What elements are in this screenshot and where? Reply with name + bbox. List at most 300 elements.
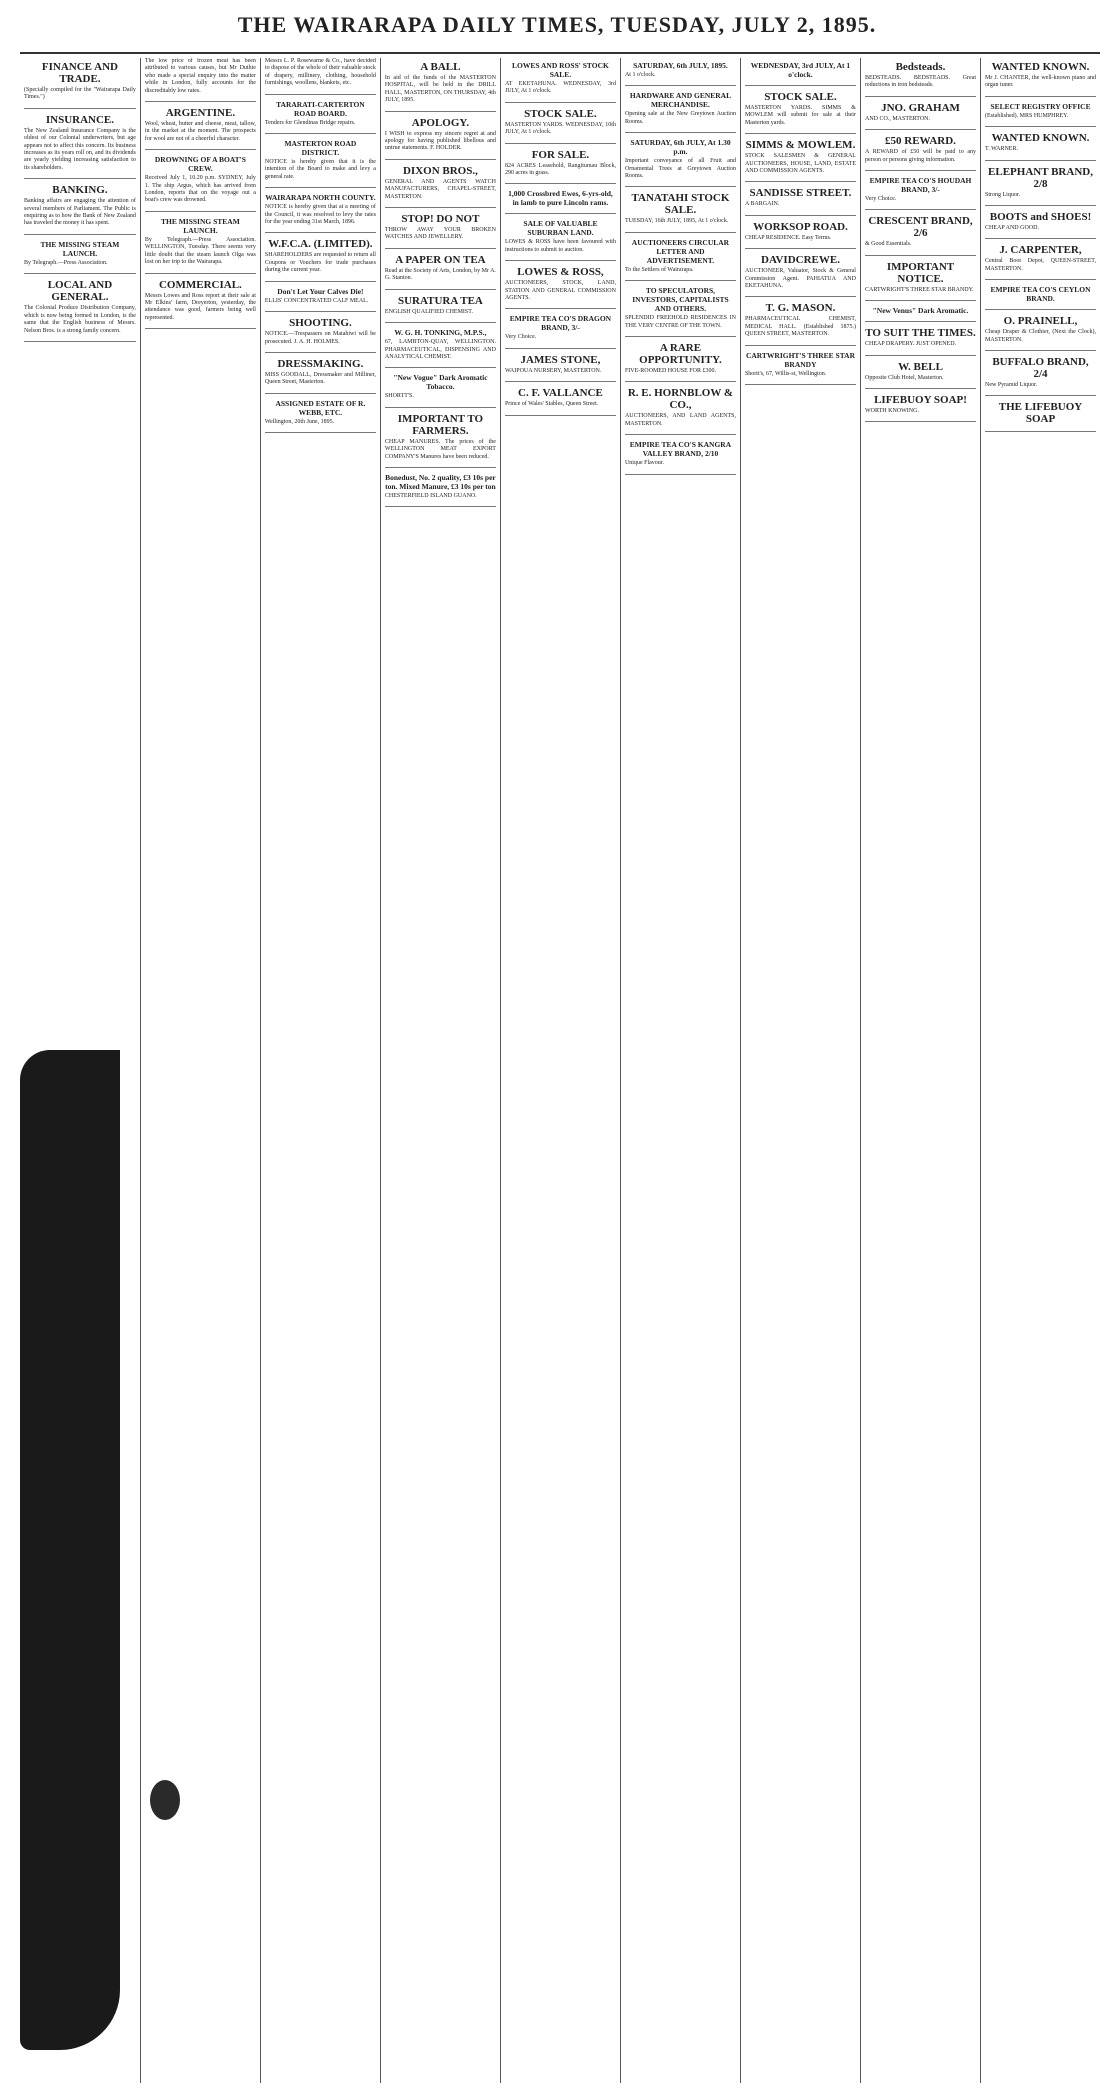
- article: [265, 399, 376, 426]
- article-separator: [865, 355, 976, 356]
- column-9: [980, 58, 1100, 2083]
- article-body: T. WARNER.: [985, 146, 1018, 153]
- article-heading: STOP! DO NOT: [401, 213, 480, 226]
- article-separator: [385, 322, 496, 323]
- columns-container: [20, 58, 1100, 2083]
- article-body: 824 ACRES Leasehold, Rangitumau Block, 290 acres in grass.: [504, 162, 616, 177]
- article: [985, 401, 1096, 425]
- article-body: & Good Essentials.: [864, 241, 912, 248]
- article-body: Messrs L. P. Rosewarne & Co., have decided to dispose of the whole of their valuable stock of drapery, millinery, clothing, household furnishings, woollens, blankets, etc.: [264, 58, 376, 87]
- article: [745, 139, 856, 175]
- article-body: Cheap Draper & Clothier, (Next the Clock), MASTERTON.: [985, 329, 1097, 343]
- article-body: Tenders for Glendinas Bridge repairs.: [264, 119, 356, 126]
- article-body: STOCK SALESMEN & GENERAL AUCTIONEERS, HOUSE, LAND, ESTATE AND COMMISSION AGENTS.: [744, 153, 856, 175]
- article: [745, 221, 856, 242]
- article: [145, 58, 256, 95]
- article-separator: [505, 213, 616, 214]
- article-body: MISS GOODALL, Dressmaker and Milliner, Queen Street, Masterton.: [264, 371, 376, 386]
- article-heading: CARTWRIGHT'S THREE STAR BRANDY: [745, 350, 856, 369]
- article-body: GENERAL AND AGENTS WATCH MANUFACTURERS, CHAPEL-STREET, MASTERTON.: [384, 178, 496, 200]
- article-heading: O. PRAINELL,: [1003, 315, 1078, 328]
- article-separator: [265, 311, 376, 312]
- article-body: New Pyramid Liquor.: [985, 382, 1038, 389]
- column-3: [260, 58, 380, 2083]
- article: [505, 387, 616, 408]
- masthead-rule: [20, 52, 1100, 54]
- article-separator: [985, 96, 1096, 97]
- article: [625, 192, 736, 225]
- article-heading: EMPIRE TEA CO'S HOUDAH BRAND, 3/-: [869, 176, 972, 195]
- article-heading: THE MISSING STEAM LAUNCH.: [40, 239, 120, 258]
- article-separator: [985, 279, 1096, 280]
- article: [265, 58, 376, 88]
- article-heading: LOWES AND ROSS' STOCK SALE.: [512, 61, 609, 79]
- article: [625, 91, 736, 126]
- article: [865, 176, 976, 203]
- article: [505, 314, 616, 341]
- article-heading: T. G. MASON.: [765, 302, 836, 315]
- article-heading: C. F. VALLANCE: [518, 387, 603, 400]
- article-heading: CRESCENT BRAND, 2/6: [868, 215, 973, 240]
- article: [145, 107, 256, 143]
- article-separator: [745, 296, 856, 297]
- article-body: ENGLISH QUALIFIED CHEMIST.: [384, 308, 473, 315]
- article: [985, 211, 1096, 232]
- article-heading: DIXON BROS.,: [402, 164, 478, 177]
- article-separator: [385, 467, 496, 468]
- article-separator: [625, 132, 736, 133]
- article-separator: [745, 215, 856, 216]
- article-heading: "New Vogue" Dark Aromatic Tobacco.: [393, 373, 488, 392]
- article: [385, 413, 496, 461]
- article: [745, 91, 856, 127]
- article-heading: LOCAL AND GENERAL.: [47, 279, 113, 304]
- article-heading: BANKING.: [52, 184, 108, 197]
- article-separator: [985, 205, 1096, 206]
- article: [385, 328, 496, 361]
- article: [24, 279, 136, 335]
- article-heading: INSURANCE.: [45, 113, 115, 126]
- article-separator: [865, 255, 976, 256]
- article-body: TUESDAY, 16th JULY, 1895, At 1 o'clock.: [624, 218, 729, 225]
- article-separator: [865, 321, 976, 322]
- article-body: ELLIS' CONCENTRATED CALF MEAL.: [264, 297, 369, 304]
- article: [865, 327, 976, 348]
- article-body: SHAREHOLDERS are requested to return all Coupons or Vouchers for trade purchases during the current year.: [264, 252, 376, 274]
- article-separator: [385, 207, 496, 208]
- article: [625, 440, 736, 467]
- article: [145, 279, 256, 323]
- article-body: Unique Flavour.: [624, 460, 664, 467]
- article-separator: [505, 183, 616, 184]
- article: [385, 295, 496, 316]
- article: [625, 61, 736, 79]
- article-body: CARTWRIGHT'S THREE STAR BRANDY.: [864, 286, 974, 293]
- article-heading: DROWNING OF A BOAT'S CREW.: [154, 155, 246, 174]
- stain-mark: [150, 1780, 180, 1820]
- article: [625, 342, 736, 375]
- article-body: Received July 1, 10.20 p.m. SYDNEY, July 1. The ship Argus, which has arrived from London, reports that on the voyage out a boat's crew was drowned.: [144, 175, 256, 204]
- article-body: BEDSTEADS. BEDSTEADS. Great reductions in iron bedsteads.: [864, 75, 976, 89]
- article-separator: [985, 238, 1096, 239]
- article-body: AND CO., MASTERTON.: [864, 115, 931, 122]
- article-heading: TANATAHI STOCK SALE.: [631, 192, 730, 217]
- article-heading: EMPIRE TEA CO'S CEYLON BRAND.: [990, 285, 1091, 304]
- article-heading: A PAPER ON TEA: [395, 253, 486, 266]
- article-separator: [865, 421, 976, 422]
- article-separator: [625, 186, 736, 187]
- article-heading: THE MISSING STEAM LAUNCH.: [161, 216, 240, 235]
- article: [265, 238, 376, 274]
- article-body: At 1 o'clock.: [624, 72, 656, 78]
- article: [145, 217, 256, 267]
- article-body: The low price of frozen meat has been attributed to various causes, but Mr Duthie who made a special enquiry into the matter while in London, fully accounts for the discreditably low rates.: [144, 58, 256, 94]
- article-separator: [505, 415, 616, 416]
- article-body: Very Choice.: [504, 334, 537, 341]
- article: [745, 254, 856, 290]
- article-body: The New Zealand Insurance Company is the oldest of our Colonial underwriters, but age appears not to affect this concern. Its business increases as its years roll on, and its dividends are yearly yielding increasing satisfaction to its shareholders.: [24, 127, 136, 171]
- article-body: LOWES & ROSS have been favoured with instructions to submit to auction.: [504, 239, 616, 253]
- article-heading: APOLOGY.: [411, 116, 470, 129]
- article-body: Banking affairs are engaging the attention of several members of Parliament. The Public is enquiring as to how the Bank of New Zealand has traveled the money it has spent.: [24, 198, 136, 227]
- article-body: By Telegraph.—Press Association. WELLINGTON, Tuesday. There seems very little doubt that the steam launch Olga was lost on her trip to the Wairarapa.: [144, 236, 256, 266]
- article-separator: [505, 381, 616, 382]
- article-separator: [505, 143, 616, 144]
- article-heading: WANTED KNOWN.: [991, 61, 1090, 73]
- article-separator: [985, 395, 1096, 396]
- article: [865, 261, 976, 294]
- article-heading: WEDNESDAY, 3rd JULY, At 1 o'clock.: [750, 61, 851, 79]
- article-body: NOTICE.—Trespassers on Matahiwi will be prosecuted. J. A. H. HOLMES.: [264, 331, 376, 345]
- article: [865, 306, 976, 315]
- article-body: Opening sale at the New Greytown Auction Rooms.: [624, 111, 736, 125]
- article-separator: [625, 280, 736, 281]
- article-separator: [625, 232, 736, 233]
- article-separator: [745, 248, 856, 249]
- article-heading: FOR SALE.: [531, 148, 590, 161]
- article-separator: [505, 260, 616, 261]
- article: [865, 102, 976, 123]
- article-separator: [265, 281, 376, 282]
- article-heading: Bonedust, No. 2 quality, £3 10s per ton. Mixed Manure, £3 10s per ton: [385, 472, 496, 491]
- article-heading: AUCTIONEERS CIRCULAR LETTER AND ADVERTISEMENT.: [631, 237, 730, 265]
- article-heading: LIFEBUOY SOAP!: [874, 394, 967, 407]
- article: [265, 358, 376, 387]
- article-heading: A RARE OPPORTUNITY.: [639, 342, 722, 367]
- article-body: CHEAP AND GOOD.: [985, 225, 1039, 232]
- article-heading: EMPIRE TEA CO'S DRAGON BRAND, 3/-: [509, 314, 612, 333]
- article: [985, 102, 1096, 120]
- article: [625, 238, 736, 274]
- article: [865, 361, 976, 382]
- article-separator: [745, 85, 856, 86]
- article: [24, 61, 136, 102]
- article-separator: [505, 308, 616, 309]
- article-body: Very Choice.: [864, 196, 897, 203]
- article: [865, 215, 976, 248]
- article-body: To the Settlers of Wairarapa.: [624, 266, 694, 273]
- article-heading: SATURDAY, 6th JULY, At 1.30 p.m.: [630, 138, 731, 157]
- article-body: Shortt's, 67, Willis-st, Wellington.: [744, 370, 827, 377]
- column-4: [380, 58, 500, 2083]
- article-separator: [265, 232, 376, 233]
- article-heading: JNO. GRAHAM: [881, 101, 960, 114]
- article: [265, 193, 376, 226]
- article-heading: JAMES STONE,: [520, 353, 601, 366]
- article-body: SHORTT'S.: [384, 393, 414, 400]
- column-6: [620, 58, 740, 2083]
- article-body: A REWARD of £50 will be paid to any person or persons giving information.: [864, 149, 976, 163]
- article-body: Read at the Society of Arts, London, by Mr A. G. Stanton.: [384, 267, 496, 282]
- article-separator: [985, 309, 1096, 310]
- article: [985, 61, 1096, 90]
- article-heading: R. E. HORNBLOW & CO.,: [627, 387, 734, 412]
- article-body: Central Boot Depot, QUEEN-STREET, MASTERTON.: [985, 258, 1097, 272]
- article-body: Mr J. CHANTER, the well-known piano and organ tuner.: [985, 75, 1097, 89]
- article-separator: [985, 126, 1096, 127]
- article-heading: HARDWARE AND GENERAL MERCHANDISE.: [629, 91, 732, 110]
- article-heading: LOWES & ROSS,: [517, 266, 604, 279]
- article-separator: [625, 336, 736, 337]
- article: [385, 373, 496, 400]
- article: [745, 351, 856, 378]
- article: [985, 315, 1096, 344]
- masthead: THE WAIRARAPA DAILY TIMES, TUESDAY, JULY 2, 1895.: [237, 12, 877, 37]
- article-separator: [865, 129, 976, 130]
- article-separator: [24, 108, 136, 109]
- article-heading: ELEPHANT BRAND, 2/8: [988, 165, 1093, 190]
- article-separator: [265, 432, 376, 433]
- article-separator: [145, 328, 256, 329]
- article: [385, 165, 496, 201]
- article-separator: [745, 384, 856, 385]
- article-separator: [385, 289, 496, 290]
- article: [505, 108, 616, 137]
- article-separator: [625, 434, 736, 435]
- article-heading: TO SPECULATORS, INVESTORS, CAPITALISTS AND OTHERS.: [632, 286, 729, 314]
- article-separator: [865, 209, 976, 210]
- article-body: MASTERTON YARDS. SIMMS & MOWLEM will submit for sale at their Masterton yards.: [744, 105, 856, 126]
- article-separator: [265, 352, 376, 353]
- article-heading: WAIRARAPA NORTH COUNTY.: [265, 193, 376, 203]
- article-separator: [385, 367, 496, 368]
- article-body: Wellington, 20th June, 1895.: [264, 418, 335, 425]
- article-body: CHEAP RESIDENCE. Easy Terms.: [744, 234, 832, 241]
- article-body: Opposite Club Hotel, Masterton.: [864, 374, 944, 381]
- article-heading: SHOOTING.: [289, 317, 352, 330]
- article-separator: [145, 273, 256, 274]
- article: [865, 61, 976, 90]
- article-body: NOTICE is hereby given that at a meeting of the Council, it was resolved to levy the rates for the year ending 31st March, 1896.: [264, 204, 376, 226]
- article: [145, 155, 256, 205]
- article-separator: [625, 85, 736, 86]
- article-heading: A BALL: [420, 61, 461, 73]
- article-separator: [24, 273, 136, 274]
- article-body: AUCTIONEER, Valuator, Stock & General Commission Agent. PAHIATUA AND EKETAHUNA.: [744, 268, 856, 290]
- article-heading: FINANCE AND TRADE.: [41, 61, 118, 85]
- article: [505, 149, 616, 178]
- article-separator: [985, 350, 1096, 351]
- article-body: SPLENDID FREEHOLD RESIDENCES IN THE VERY CENTRE OF THE TOWN.: [624, 315, 736, 329]
- article-separator: [265, 94, 376, 95]
- article: [505, 61, 616, 96]
- article-heading: SELECT REGISTRY OFFICE: [990, 101, 1091, 111]
- article-heading: BOOTS and SHOES!: [989, 211, 1092, 224]
- article-separator: [985, 160, 1096, 161]
- article: [265, 287, 376, 305]
- article-separator: [385, 506, 496, 507]
- article: [865, 135, 976, 164]
- article-separator: [385, 248, 496, 249]
- article-heading: MASTERTON ROAD DISTRICT.: [284, 139, 357, 158]
- article-separator: [985, 431, 1096, 432]
- article-separator: [24, 341, 136, 342]
- article-body: 67, LAMBTON-QUAY, WELLINGTON. PHARMACEUTICAL, DISPENSING AND ANALYTICAL CHEMIST.: [384, 339, 496, 360]
- article-body: THROW AWAY YOUR BROKEN WATCHES AND JEWELLERY.: [384, 227, 496, 241]
- article-separator: [265, 393, 376, 394]
- article-heading: DAVIDCREWE.: [761, 254, 840, 267]
- article-heading: BUFFALO BRAND, 2/4: [992, 356, 1089, 381]
- article: [745, 187, 856, 208]
- article: [385, 213, 496, 242]
- article-heading: J. CARPENTER,: [999, 244, 1082, 257]
- article-separator: [145, 101, 256, 102]
- article-separator: [385, 159, 496, 160]
- article-heading: STOCK SALE.: [524, 107, 597, 120]
- article-body: CHEAP DRAPERY. JUST OPENED.: [864, 341, 957, 348]
- article-heading: TO SUIT THE TIMES.: [865, 327, 976, 340]
- article-body: PHARMACEUTICAL CHEMIST, MEDICAL HALL. (Established 1875.) QUEEN STREET, MASTERTON.: [744, 316, 856, 338]
- article-heading: EMPIRE TEA CO'S KANGRA VALLEY BRAND, 2/10: [629, 440, 732, 459]
- article-body: FIVE-ROOMED HOUSE FOR £300.: [624, 368, 716, 375]
- article: [505, 189, 616, 207]
- article: [505, 354, 616, 375]
- article-separator: [625, 474, 736, 475]
- article-separator: [385, 111, 496, 112]
- article-body: WAIPOUA NURSERY, MASTERTON.: [504, 367, 602, 374]
- article-separator: [745, 181, 856, 182]
- article-heading: COMMERCIAL.: [158, 278, 242, 291]
- article-heading: Bedsteads.: [895, 61, 946, 73]
- article: [385, 254, 496, 283]
- article: [985, 356, 1096, 389]
- article-separator: [505, 102, 616, 103]
- article: [625, 286, 736, 330]
- article-body: Strong Liquor.: [985, 191, 1021, 198]
- article-body: Messrs Lowes and Ross report at their sale at Mr Elkins' farm, Dreyerton, yesterday, the attendance was good, farmers being well represented.: [144, 292, 256, 321]
- article-body: Prince of Wales' Stables, Queen Street.: [504, 401, 599, 408]
- article-heading: "New Venus" Dark Aromatic.: [872, 306, 969, 316]
- article: [385, 61, 496, 105]
- article: [625, 387, 736, 428]
- article-body: (Specially compiled for the "Wairarapa Daily Times."): [24, 87, 136, 101]
- article: [865, 394, 976, 415]
- article: [745, 302, 856, 338]
- article-heading: IMPORTANT NOTICE.: [886, 260, 955, 285]
- column-2: [140, 58, 260, 2083]
- article: [265, 317, 376, 346]
- article-body: AUCTIONEERS, STOCK, LAND, STATION AND GENERAL COMMISSION AGENTS.: [504, 280, 616, 302]
- article-separator: [865, 96, 976, 97]
- article-separator: [505, 348, 616, 349]
- column-7: [740, 58, 860, 2083]
- column-5: [500, 58, 620, 2083]
- article-separator: [265, 187, 376, 188]
- article: [505, 219, 616, 254]
- article: [265, 139, 376, 181]
- article-separator: [865, 300, 976, 301]
- article-heading: 1,000 Crossbred Ewes, 6-yrs-old, in lamb to pure Lincoln rams.: [508, 189, 613, 208]
- article-body: NOTICE is hereby given that it is the intention of the Board to make and levy a general rate.: [264, 159, 376, 180]
- article-separator: [265, 133, 376, 134]
- article-heading: WANTED KNOWN.: [991, 132, 1090, 145]
- article-body: I WISH to express my sincere regret at and apology for having published libellous and untrue statements. F. HOLDER.: [384, 130, 496, 152]
- article-body: AUCTIONEERS, AND LAND AGENTS, MASTERTON.: [624, 413, 736, 427]
- article: [385, 117, 496, 153]
- article-heading: W. G. H. TONKING, M.P.S.,: [394, 328, 487, 338]
- article-heading: DRESSMAKING.: [277, 357, 364, 370]
- article-separator: [625, 381, 736, 382]
- article: [625, 138, 736, 180]
- article-heading: IMPORTANT TO FARMERS.: [397, 412, 484, 437]
- article: [745, 61, 856, 79]
- column-8: [860, 58, 980, 2083]
- article-heading: SANDISSE STREET.: [749, 187, 852, 200]
- article-separator: [145, 211, 256, 212]
- article-body: CHEAP MANURES. The prices of the WELLINGTON MEAT EXPORT COMPANY'S Manures have been reduced.: [384, 438, 496, 460]
- article-separator: [145, 149, 256, 150]
- article-body: In aid of the funds of the MASTERTON HOSPITAL, will be held in the DRILL HALL, MASTERTON, ON THURSDAY, 4th JULY, 1895.: [384, 75, 496, 104]
- article-heading: ARGENTINE.: [165, 107, 236, 120]
- article-heading: THE LIFEBUOY SOAP: [998, 401, 1083, 426]
- article-heading: TARARATI-CARTERTON ROAD BOARD.: [276, 99, 365, 118]
- article: [985, 166, 1096, 199]
- article-heading: SALE OF VALUABLE SUBURBAN LAND.: [523, 219, 598, 238]
- article-heading: SIMMS & MOWLEM.: [745, 139, 856, 152]
- article-body: CHESTERFIELD ISLAND GUANO.: [384, 492, 477, 499]
- article-separator: [865, 388, 976, 389]
- article-body: By Telegraph.—Press Association.: [24, 259, 108, 266]
- article-separator: [745, 133, 856, 134]
- article: [985, 285, 1096, 303]
- article-body: WORTH KNOWING.: [864, 408, 919, 415]
- article-body: Important conveyance of all Fruit and Ornamental Trees at Greytown Auction Rooms.: [624, 158, 736, 180]
- article-body: AT EKETAHUNA. WEDNESDAY, 3rd JULY, At 1 o'clock.: [504, 81, 616, 95]
- article-body: Wool, wheat, butter and cheese, meat, tallow, in the market at the moment. The prospects for wool are not of a cheerful character.: [144, 121, 256, 142]
- article: [385, 473, 496, 500]
- article-heading: SURATURA TEA: [397, 294, 483, 307]
- article-heading: W.F.C.A. (LIMITED).: [268, 238, 373, 251]
- article: [24, 184, 136, 228]
- article-separator: [24, 234, 136, 235]
- article-heading: W. BELL: [898, 360, 943, 373]
- article-separator: [865, 170, 976, 171]
- article-separator: [385, 407, 496, 408]
- article-heading: STOCK SALE.: [764, 91, 837, 103]
- article: [24, 114, 136, 172]
- article-body: The Colonial Produce Distribution Company, which is now being formed in London, is the same that the English business of Messrs. Nelson Bros. is a strong family concern.: [24, 305, 136, 334]
- article-body: MASTERTON YARDS. WEDNESDAY, 10th JULY, At 1 o'clock.: [504, 121, 616, 136]
- article: [24, 240, 136, 267]
- article: [985, 132, 1096, 153]
- article-heading: ASSIGNED ESTATE OF R. WEBB, ETC.: [275, 398, 366, 417]
- article-body: (Established). MRS HUMPHREY.: [985, 112, 1069, 119]
- article-separator: [24, 178, 136, 179]
- article-heading: £50 REWARD.: [885, 135, 956, 148]
- article: [265, 100, 376, 127]
- article-body: A BARGAIN.: [744, 201, 780, 208]
- article: [505, 266, 616, 302]
